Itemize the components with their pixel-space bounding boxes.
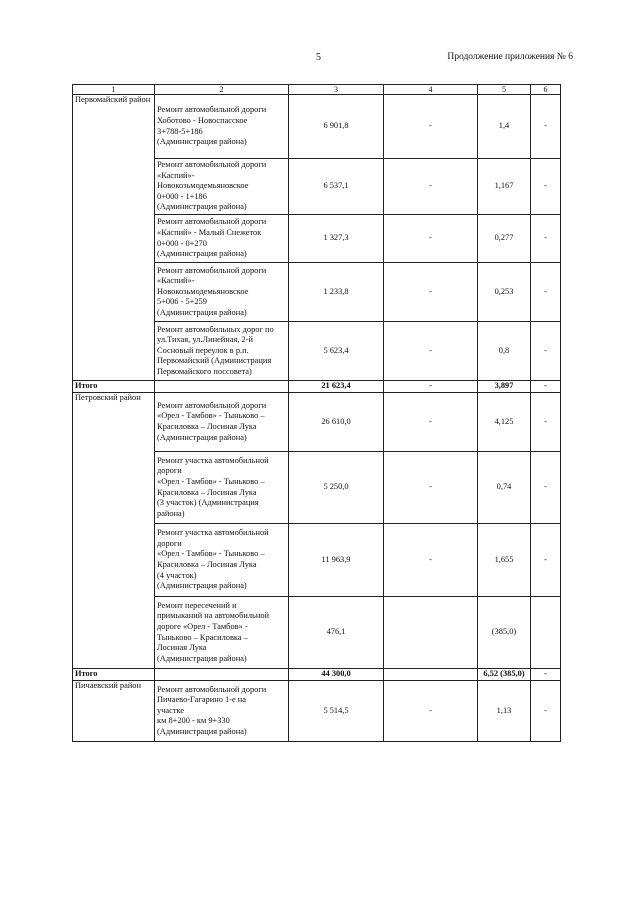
table-row [73, 95, 561, 159]
total-col5: 6,52 (385,0) [478, 669, 531, 681]
description-line: Новокозьмодемьяновское [157, 286, 249, 296]
total-row [73, 669, 561, 681]
cell-col6: - [531, 95, 561, 159]
cell-col3: 5 250,0 [289, 452, 384, 524]
description-line: Ремонт автомобильной дороги [157, 265, 267, 275]
cell-col4: - [384, 681, 478, 742]
total-empty [155, 669, 289, 681]
work-description [155, 95, 289, 159]
work-description [155, 263, 289, 322]
cell-col4: - [384, 215, 478, 263]
cell-col5: 4,125 [478, 393, 531, 452]
data-table [72, 84, 561, 742]
description-line: Красиловка – Лосиная Лука [157, 422, 257, 431]
cell-col3: 1 327,3 [289, 215, 384, 263]
cell-col5: 0,8 [478, 322, 531, 381]
description-line: (4 участок) [157, 570, 197, 580]
cell-col3: 1 233,8 [289, 263, 384, 322]
total-empty [155, 381, 289, 393]
work-description [155, 393, 289, 452]
description-line: «Каспий»- [157, 170, 195, 180]
work-description [155, 452, 289, 524]
description-line: дороге «Орел - Тамбов» - [157, 621, 248, 631]
column-number: 5 [478, 85, 531, 95]
description-line: 3+788-5+186 [157, 126, 203, 136]
description-line: Ремонт автомобильных дорог по [157, 324, 274, 334]
description-line: Первомайский (Администрация [157, 356, 272, 366]
cell-col3: 6 901,8 [289, 95, 384, 159]
cell-col6: - [531, 452, 561, 524]
cell-col6: - [531, 263, 561, 322]
cell-col5: (385,0) [478, 597, 531, 669]
cell-col4: - [384, 452, 478, 524]
description-line: Пичаево-Гагарино 1-е на [157, 695, 246, 705]
cell-col6: - [531, 215, 561, 263]
table-row [73, 393, 561, 452]
column-number-row [73, 85, 561, 95]
column-number: 4 [384, 85, 478, 95]
total-col6: - [531, 669, 561, 681]
work-description [155, 597, 289, 669]
district-name: Первомайский район [73, 95, 155, 381]
work-description [155, 215, 289, 263]
cell-col6: - [531, 681, 561, 742]
table-row [73, 681, 561, 742]
description-line: Красиловка – Лосиная Лука [157, 560, 257, 569]
column-number: 3 [289, 85, 384, 95]
column-number: 1 [73, 85, 155, 95]
description-line: «Каспий»- [157, 276, 195, 286]
description-line: Первомайского поссовета) [157, 366, 252, 376]
cell-col6 [531, 597, 561, 669]
cell-col4: - [384, 322, 478, 381]
cell-col3: 5 514,5 [289, 681, 384, 742]
description-line: Красиловка – Лосиная Лука [157, 487, 257, 497]
description-line: Ремонт автомобильной дороги [157, 400, 267, 410]
work-description [155, 322, 289, 381]
cell-col4 [384, 597, 478, 669]
description-line: Ремонт участка автомобильной [157, 455, 269, 465]
description-line: района) [157, 508, 185, 518]
total-col6: - [531, 381, 561, 393]
description-line: «Каспий» - Малый Снежеток [157, 227, 262, 237]
cell-col6: - [531, 393, 561, 452]
description-line: Ремонт автомобильной дороги [157, 217, 267, 227]
total-col4 [384, 669, 478, 681]
description-line: (3 участок) (Администрация [157, 498, 259, 508]
cell-col5: 0,253 [478, 263, 531, 322]
description-line: «Орел - Тамбов» - Тыньково – [157, 476, 265, 486]
description-line: (Администрация района) [157, 307, 247, 317]
description-line: (Администрация района) [157, 432, 247, 442]
description-line: Хоботово - Новоспасское [157, 115, 248, 125]
description-line: Ремонт автомобильной дороги [157, 105, 267, 115]
description-line: участке [157, 705, 185, 715]
work-description [155, 681, 289, 742]
description-line: Ремонт пересечений и [157, 600, 237, 610]
description-line: дороги [157, 538, 182, 548]
cell-col5: 0,74 [478, 452, 531, 524]
description-line: 0+000 - 1+186 [157, 191, 207, 201]
description-line: Тыньково – Красиловка – [157, 632, 248, 642]
cell-col4: - [384, 159, 478, 215]
description-line: (Администрация района) [157, 726, 247, 736]
total-row [73, 381, 561, 393]
cell-col5: 0,277 [478, 215, 531, 263]
district-name: Петровский район [73, 393, 155, 669]
description-line: Ремонт автомобильной дороги [157, 684, 267, 694]
description-line: ул.Тихая, ул.Линейная, 2-й [157, 335, 253, 345]
work-description [155, 524, 289, 597]
cell-col3: 6 537,1 [289, 159, 384, 215]
column-number: 6 [531, 85, 561, 95]
cell-col5: 1,4 [478, 95, 531, 159]
total-col5: 3,897 [478, 381, 531, 393]
cell-col6: - [531, 524, 561, 597]
work-description [155, 159, 289, 215]
description-line: «Орел - Тамбов» - Тыньково – [157, 549, 265, 559]
description-line: (Администрация района) [157, 653, 247, 663]
cell-col3: 26 610,0 [289, 393, 384, 452]
description-line: дороги [157, 466, 182, 476]
cell-col5: 1,655 [478, 524, 531, 597]
description-line: примыканий на автомобильной [157, 611, 269, 621]
column-number: 2 [155, 85, 289, 95]
cell-col5: 1,167 [478, 159, 531, 215]
description-line: (Администрация района) [157, 137, 247, 147]
cell-col3: 476,1 [289, 597, 384, 669]
total-col4: - [384, 381, 478, 393]
cell-col4: - [384, 524, 478, 597]
description-line: 5+006 - 5+259 [157, 297, 207, 307]
description-line: км 8+200 - км 9+330 [157, 716, 230, 726]
cell-col3: 11 963,9 [289, 524, 384, 597]
cell-col6: - [531, 322, 561, 381]
description-line: Ремонт автомобильной дороги [157, 160, 267, 170]
description-line: Ремонт участка автомобильной [157, 528, 269, 538]
description-line: Новокозьмодемьяновское [157, 181, 249, 191]
cell-col6: - [531, 159, 561, 215]
description-line: (Администрация района) [157, 249, 247, 259]
district-name: Пичаевский район [73, 681, 155, 742]
cell-col3: 5 623,4 [289, 322, 384, 381]
cell-col5: 1,13 [478, 681, 531, 742]
description-line: 0+000 - 0+270 [157, 238, 207, 248]
description-line: (Администрация района) [157, 581, 247, 591]
total-label: Итого [73, 381, 155, 393]
description-line: «Орел - Тамбов» - Тыньково – [157, 411, 265, 421]
total-col3: 21 623,4 [289, 381, 384, 393]
page-number: 5 [316, 52, 321, 63]
cell-col4: - [384, 95, 478, 159]
cell-col4: - [384, 263, 478, 322]
total-col3: 44 300,0 [289, 669, 384, 681]
description-line: (Администрация района) [157, 202, 247, 212]
description-line: Лосиная Лука [157, 643, 207, 653]
cell-col4: - [384, 393, 478, 452]
total-label: Итого [73, 669, 155, 681]
description-line: Сосновый переулок в р.п. [157, 345, 249, 355]
appendix-note: Продолжение приложения № 6 [447, 52, 573, 62]
